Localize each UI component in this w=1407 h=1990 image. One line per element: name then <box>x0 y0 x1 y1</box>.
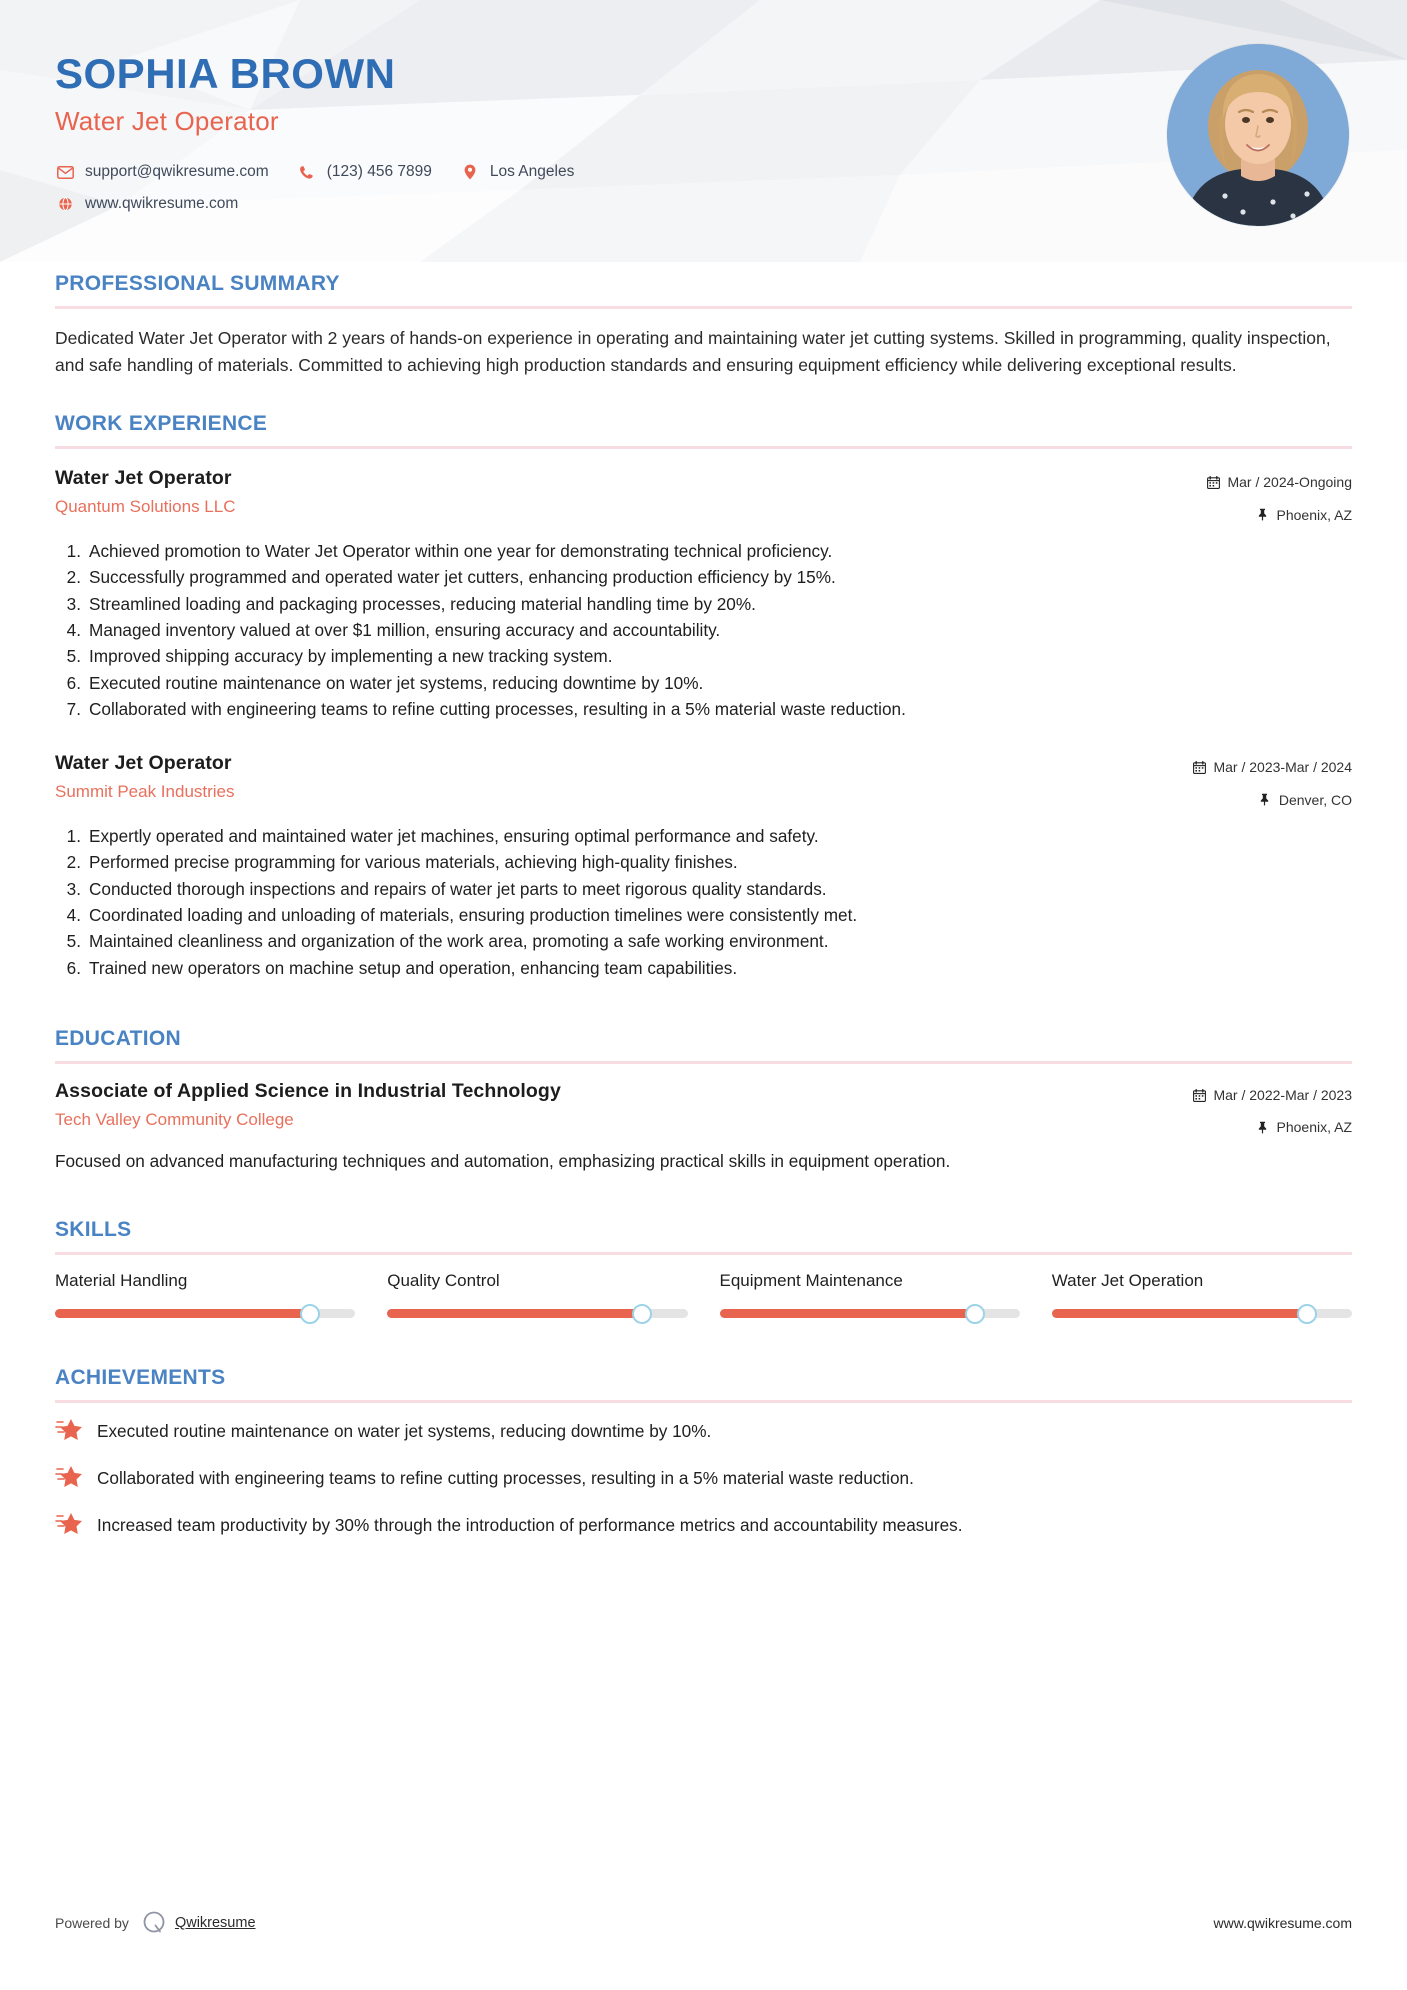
contact-email-text: support@qwikresume.com <box>85 163 269 181</box>
bullet-text: Coordinated loading and unloading of materials, ensuring production timelines were consistently met. <box>89 904 858 925</box>
bullet-item <box>55 696 1352 722</box>
section-title-work: WORK EXPERIENCE <box>55 412 268 436</box>
work-job-title: Water Jet Operator <box>55 752 232 775</box>
work-entry-left <box>55 752 1192 802</box>
skill-label: Material Handling <box>55 1271 188 1291</box>
bullet-number: 2. <box>66 852 81 873</box>
bullet-number: 2. <box>66 567 81 588</box>
bullet-item <box>55 902 1352 928</box>
work-entry-header <box>55 467 1352 526</box>
bullet-number: 7. <box>66 698 81 719</box>
contact-website[interactable] <box>55 195 238 213</box>
work-location-text: Denver, CO <box>1278 791 1352 808</box>
achievement-item <box>55 1466 1352 1491</box>
calendar-icon <box>1192 760 1206 774</box>
section-divider <box>55 306 1352 309</box>
skill-progress-fill <box>1052 1309 1307 1318</box>
work-dates-text: Mar / 2023-Mar / 2024 <box>1213 759 1352 776</box>
bullet-number: 3. <box>66 878 81 899</box>
education-dates <box>1192 1084 1352 1106</box>
bullet-item <box>55 928 1352 954</box>
skill-progress-fill <box>720 1309 975 1318</box>
skill-item <box>1052 1271 1352 1318</box>
achievement-text: Executed routine maintenance on water jet systems, reducing downtime by 10%. <box>97 1421 712 1442</box>
work-company-name: Quantum Solutions LLC <box>55 497 236 517</box>
work-job-title: Water Jet Operator <box>55 467 232 490</box>
bullet-number: 5. <box>66 931 81 952</box>
bullet-number: 4. <box>66 619 81 640</box>
bullet-item <box>55 955 1352 981</box>
candidate-job-title: Water Jet Operator <box>55 106 279 137</box>
bullet-number: 3. <box>66 593 81 614</box>
bullet-text: Maintained cleanliness and organization of the work area, promoting a safe working environment. <box>89 931 829 952</box>
skill-progress-knob[interactable] <box>965 1304 985 1324</box>
location-pin-icon <box>460 163 480 181</box>
work-entry <box>55 467 1352 722</box>
achievement-text: Collaborated with engineering teams to refine cutting processes, resulting in a 5% material waste reduction. <box>97 1468 914 1489</box>
work-bullets <box>55 823 1352 981</box>
calendar-icon <box>1206 475 1220 489</box>
section-education <box>55 1027 1352 1175</box>
skill-progress-track[interactable] <box>720 1309 1020 1318</box>
contact-phone[interactable] <box>297 163 432 181</box>
education-entry-header <box>55 1080 1352 1139</box>
skill-label: Water Jet Operation <box>1051 1271 1204 1291</box>
bullet-item <box>55 617 1352 643</box>
work-entry-left <box>55 467 1206 517</box>
bullet-item <box>55 564 1352 590</box>
bullet-text: Improved shipping accuracy by implementing a new tracking system. <box>89 646 613 667</box>
education-description: Focused on advanced manufacturing techniques and automation, emphasizing practical skills in equipment operation. <box>55 1150 951 1171</box>
pushpin-icon <box>1256 1120 1270 1134</box>
pushpin-icon <box>1256 508 1270 522</box>
skill-label: Equipment Maintenance <box>719 1271 903 1291</box>
bullet-item <box>55 876 1352 902</box>
bullet-text: Successfully programmed and operated water jet cutters, enhancing production efficiency by 15%. <box>89 567 836 588</box>
section-divider <box>55 1252 1352 1255</box>
work-dates <box>1206 471 1352 493</box>
contact-row-primary <box>55 163 1352 181</box>
star-badge-icon <box>55 1417 85 1443</box>
skill-progress-fill <box>55 1309 310 1318</box>
contact-location <box>460 163 574 181</box>
education-dates-text: Mar / 2022-Mar / 2023 <box>1213 1086 1352 1103</box>
work-entry-meta <box>1206 467 1352 526</box>
profile-photo <box>1167 44 1349 226</box>
education-degree: Associate of Applied Science in Industrial Technology <box>55 1079 561 1102</box>
section-skills <box>55 1218 1352 1318</box>
skill-progress-knob[interactable] <box>1297 1304 1317 1324</box>
achievement-text: Increased team productivity by 30% through the introduction of performance metrics and accountability measures. <box>97 1515 963 1536</box>
education-location <box>1192 1116 1352 1138</box>
contact-website-text: www.qwikresume.com <box>85 195 239 213</box>
bullet-text: Executed routine maintenance on water jet systems, reducing downtime by 10%. <box>89 672 704 693</box>
section-divider <box>55 1061 1352 1064</box>
section-title-skills: SKILLS <box>55 1218 132 1242</box>
section-divider <box>55 446 1352 449</box>
contact-email[interactable] <box>55 163 269 181</box>
contact-row-secondary <box>55 195 1352 213</box>
education-entry-left <box>55 1080 1192 1130</box>
footer-brand-link[interactable]: Qwikresume <box>174 1915 256 1931</box>
bullet-item <box>55 591 1352 617</box>
envelope-icon <box>55 163 75 181</box>
bullet-number: 4. <box>66 904 81 925</box>
bullet-text: Trained new operators on machine setup and operation, enhancing team capabilities. <box>89 957 738 978</box>
bullet-number: 1. <box>66 540 81 561</box>
achievement-item <box>55 1419 1352 1444</box>
globe-icon <box>55 195 75 213</box>
bullet-number: 6. <box>66 672 81 693</box>
bullet-number: 5. <box>66 646 81 667</box>
skill-item <box>55 1271 355 1318</box>
bullet-text: Achieved promotion to Water Jet Operator within one year for demonstrating technical proficiency. <box>89 540 833 561</box>
work-entry-meta <box>1192 752 1352 811</box>
skill-label: Quality Control <box>387 1271 500 1291</box>
work-company-name: Summit Peak Industries <box>55 782 235 802</box>
contact-location-text: Los Angeles <box>489 163 575 181</box>
contact-block <box>55 163 1352 213</box>
skill-progress-knob[interactable] <box>300 1304 320 1324</box>
skill-item <box>387 1271 687 1318</box>
skill-item <box>720 1271 1020 1318</box>
bullet-number: 1. <box>66 825 81 846</box>
achievement-item <box>55 1513 1352 1538</box>
work-dates-text: Mar / 2024-Ongoing <box>1227 474 1352 491</box>
calendar-icon <box>1192 1088 1206 1102</box>
section-divider <box>55 1400 1352 1403</box>
section-title-education: EDUCATION <box>55 1026 181 1050</box>
phone-icon <box>297 163 317 181</box>
section-achievements <box>55 1366 1352 1538</box>
skill-progress-fill <box>387 1309 642 1318</box>
skill-progress-track[interactable] <box>387 1309 687 1318</box>
pushpin-icon <box>1258 793 1272 807</box>
bullet-text: Conducted thorough inspections and repairs of water jet parts to meet rigorous quality standards. <box>89 878 827 899</box>
contact-phone-text: (123) 456 7899 <box>326 163 432 181</box>
bullet-text: Collaborated with engineering teams to refine cutting processes, resulting in a 5% material waste reduction. <box>89 698 906 719</box>
section-title-summary: PROFESSIONAL SUMMARY <box>55 272 340 295</box>
education-entry-meta <box>1192 1080 1352 1139</box>
skill-progress-knob[interactable] <box>632 1304 652 1324</box>
skill-progress-track[interactable] <box>1052 1309 1352 1318</box>
footer-website[interactable]: www.qwikresume.com <box>1213 1915 1352 1931</box>
work-entry-header <box>55 752 1352 811</box>
education-school: Tech Valley Community College <box>55 1109 294 1129</box>
section-title-achievements: ACHIEVEMENTS <box>55 1366 226 1390</box>
bullet-item <box>55 538 1352 564</box>
bullet-item <box>55 643 1352 669</box>
bullet-item <box>55 670 1352 696</box>
bullet-item <box>55 823 1352 849</box>
resume-body <box>0 272 1407 1538</box>
work-entry <box>55 752 1352 981</box>
achievements-list <box>55 1419 1352 1538</box>
work-location-text: Phoenix, AZ <box>1276 506 1352 523</box>
bullet-number: 6. <box>66 957 81 978</box>
footer-powered-by-label: Powered by <box>55 1915 129 1931</box>
work-bullets <box>55 538 1352 722</box>
skills-grid <box>55 1271 1352 1318</box>
summary-text: Dedicated Water Jet Operator with 2 years of hands-on experience in operating and maintaining water jet cutting systems. Skilled in programming, quality inspection, and safe handling of materials. Committed to achieving high production standards and ensuring equipment efficiency while delivering exceptional results. <box>55 328 1331 375</box>
section-professional-summary <box>55 272 1352 378</box>
page-footer <box>55 1910 1352 1936</box>
work-location <box>1192 789 1352 811</box>
bullet-text: Managed inventory valued at over $1 million, ensuring accuracy and accountability. <box>89 619 721 640</box>
section-work-experience <box>55 412 1352 981</box>
bullet-text: Expertly operated and maintained water jet machines, ensuring optimal performance and safety. <box>89 825 819 846</box>
footer-powered-by <box>55 1910 256 1936</box>
bullet-item <box>55 849 1352 875</box>
qwikresume-logo-icon <box>141 1910 167 1936</box>
star-badge-icon <box>55 1511 85 1537</box>
star-badge-icon <box>55 1464 85 1490</box>
work-dates <box>1192 756 1352 778</box>
skill-progress-track[interactable] <box>55 1309 355 1318</box>
education-entry <box>55 1080 1352 1175</box>
work-location <box>1206 504 1352 526</box>
bullet-text: Performed precise programming for various materials, achieving high-quality finishes. <box>89 852 738 873</box>
candidate-name: SOPHIA BROWN <box>55 50 396 97</box>
education-location-text: Phoenix, AZ <box>1276 1119 1352 1136</box>
bullet-text: Streamlined loading and packaging processes, reducing material handling time by 20%. <box>89 593 756 614</box>
